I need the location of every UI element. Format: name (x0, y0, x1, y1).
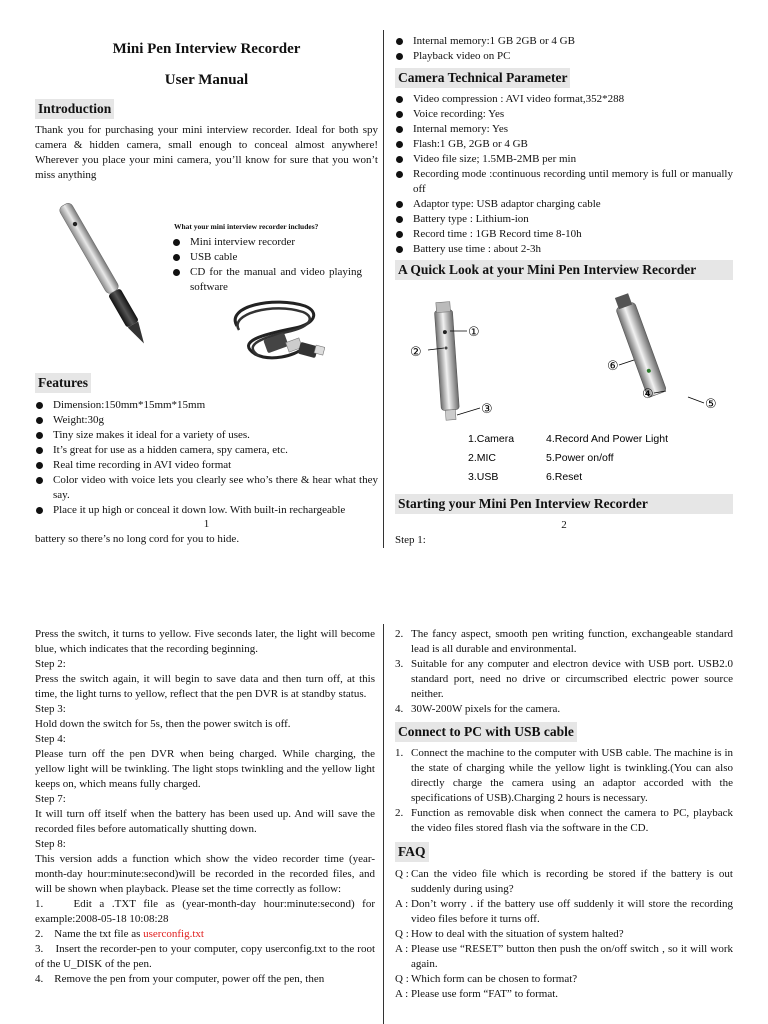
quick-look-heading: A Quick Look at your Mini Pen Interview Recorder (395, 260, 733, 280)
faq-answer: A : Don’t worry . if the battery use off suddenly it will store the recording video files before it turns off. (395, 898, 733, 925)
page-4 (384, 622, 768, 1024)
page-number: 2 (561, 519, 567, 531)
camera-parameter-heading: Camera Technical Parameter (395, 68, 570, 88)
callout-4: ④ (642, 386, 654, 401)
steps-text (35, 627, 375, 987)
includes-list (172, 235, 362, 295)
faq-heading: FAQ (395, 842, 429, 862)
list-item: Mini interview recorder (172, 235, 362, 250)
faq-answer: A : Please use “RESET” button then push the on/off switch , so it will work again. (395, 943, 733, 970)
list-item: Tiny size makes it ideal for a variety of uses. (35, 428, 378, 443)
introduction-text: Thank you for purchasing your mini interview recorder. Ideal for both spy camera & hidden camera, small enough to conceal almost anywhere! Wherever you place your mini camera, you’ll know for sure that you won’t miss anything (35, 124, 378, 181)
includes-caption: What your mini interview recorder includes? (174, 222, 319, 231)
faq-answer: A : Please use form “FAT” to format. (395, 988, 559, 1000)
paragraph: This version adds a function which show the video recorder time (year-month-day hour:minute:second)will be recorded in the recorded files, and will be shown when playback. Please set the time correctly as follow: (35, 853, 375, 895)
features-heading: Features (35, 373, 91, 393)
faq-list (395, 867, 733, 1002)
connect-list (395, 746, 733, 836)
paragraph: Press the switch, it turns to yellow. Five seconds later, the light will become blue, which indicates that the recording beginning. (35, 628, 375, 655)
introduction-heading: Introduction (35, 99, 114, 119)
list-item: Color video with voice lets you clearly see who’s there & hear what they say. (35, 473, 378, 503)
callout-2: ② (410, 344, 422, 359)
step-label: Step 7: (35, 793, 66, 805)
list-item: 3. Suitable for any computer and electron device with USB port. USB2.0 standard port, need no drive or circumscribed electric power source neither. (395, 658, 733, 700)
list-item: 1. Connect the machine to the computer with USB cable. The machine is in the state of charging while the yellow light is twinkling.(You can also directly charge the camera using an adaptor accorded with the specifications of USB).Charging 2 hours is necessary. (395, 747, 733, 804)
faq-question: Q : How to deal with the situation of system halted? (395, 928, 624, 940)
features-list (35, 398, 378, 518)
list-item: Record time : 1GB Record time 8-10h (395, 227, 733, 242)
page-number: 1 (203, 518, 210, 530)
page-1 (0, 0, 383, 560)
document-title: Mini Pen Interview Recorder (112, 41, 301, 57)
list-item: Voice recording: Yes (395, 107, 733, 122)
list-item: Battery type : Lithium-ion (395, 212, 733, 227)
list-item: Real time recording in AVI video format (35, 458, 378, 473)
usb-cable-image (225, 296, 325, 368)
faq-question: Q : Which form can be chosen to format? (395, 973, 578, 985)
callout-3: ③ (481, 401, 493, 416)
list-item: USB cable (172, 250, 362, 265)
legend-usb: 3.USB (468, 471, 499, 483)
list-item: Playback video on PC (395, 49, 733, 64)
memory-list (395, 34, 733, 64)
list-item: Internal memory:1 GB 2GB or 4 GB (395, 34, 733, 49)
list-item: Adaptor type: USB adaptor charging cable (395, 197, 733, 212)
connect-heading: Connect to PC with USB cable (395, 722, 577, 742)
legend-record-light: 4.Record And Power Light (546, 433, 668, 445)
list-item: Weight:30g (35, 413, 378, 428)
callout-6: ⑥ (607, 358, 619, 373)
paragraph: Please turn off the pen DVR when being charged. While charging, the yellow light will be twinkling. The light stops twinkling and the yellow light keeps on, which means fully charged. (35, 748, 375, 790)
list-item: Flash:1 GB, 2GB or 4 GB (395, 137, 733, 152)
list-item: CD for the manual and video playing software (172, 265, 362, 295)
continuation-text: battery so there’s no long cord for you to hide. (35, 533, 240, 545)
list-item: Recording mode :continuous recording until memory is full or manually off (395, 167, 733, 197)
legend-power: 5.Power on/off (546, 452, 614, 464)
paragraph: Hold down the switch for 5s, then the power switch is off. (35, 718, 291, 730)
list-item: Dimension:150mm*15mm*15mm (35, 398, 378, 413)
numbered-item: 4. Remove the pen from your computer, power off the pen, then (35, 973, 325, 985)
starting-heading: Starting your Mini Pen Interview Recorder (395, 494, 733, 514)
step-1-label: Step 1: (395, 534, 426, 546)
faq-question: Q : Can the video file which is recording be stored if the battery is out suddenly during using? (395, 868, 733, 895)
page-3 (0, 622, 383, 1024)
page-2 (384, 0, 768, 560)
list-item: Video file size; 1.5MB-2MB per min (395, 152, 733, 167)
document-subtitle: User Manual (164, 72, 249, 88)
step-label: Step 4: (35, 733, 66, 745)
list-item: It’s great for use as a hidden camera, spy camera, etc. (35, 443, 378, 458)
feature-numbered-list (395, 627, 733, 717)
filename-highlight: userconfig.txt (143, 928, 204, 940)
pen-diagram (402, 292, 732, 487)
list-item: Place it up high or conceal it down low. With built-in rechargeable (35, 503, 378, 518)
list-item: 4. 30W-200W pixels for the camera. (395, 703, 561, 715)
list-item: 2. Function as removable disk when connect the camera to PC, playback the video files stored flash via the software in the CD. (395, 807, 733, 834)
list-item: 2. The fancy aspect, smooth pen writing function, exchangeable standard lead is all durable and environmental. (395, 628, 733, 655)
paragraph: Press the switch again, it will begin to save data and then turn off, at this time, the light turns to yellow, reflect that the pen DVR is at standby status. (35, 673, 375, 700)
list-item: Battery use time : about 2-3h (395, 242, 733, 257)
list-item: Video compression : AVI video format,352*288 (395, 92, 733, 107)
legend-camera: 1.Camera (468, 433, 515, 445)
callout-1: ① (468, 324, 480, 339)
list-item: Internal memory: Yes (395, 122, 733, 137)
camera-parameter-list (395, 92, 733, 257)
legend-mic: 2.MIC (468, 452, 497, 464)
numbered-item: 2. Name the txt file as userconfig.txt (35, 928, 204, 940)
step-label: Step 2: (35, 658, 66, 670)
step-label: Step 3: (35, 703, 66, 715)
paragraph: It will turn off itself when the battery has been used up. And will save the recorded files before automatically shutting down. (35, 808, 375, 835)
numbered-item: 3. Insert the recorder-pen to your computer, copy userconfig.txt to the root of the U_DISK of the pen. (35, 943, 376, 970)
step-label: Step 8: (35, 838, 66, 850)
callout-5: ⑤ (705, 396, 717, 411)
numbered-item: 1. Edit a .TXT file as (year-month-day hour:minute:second) for example:2008-05-18 10:08:28 (35, 898, 375, 925)
pen-product-image (35, 196, 170, 356)
legend-reset: 6.Reset (546, 471, 583, 483)
